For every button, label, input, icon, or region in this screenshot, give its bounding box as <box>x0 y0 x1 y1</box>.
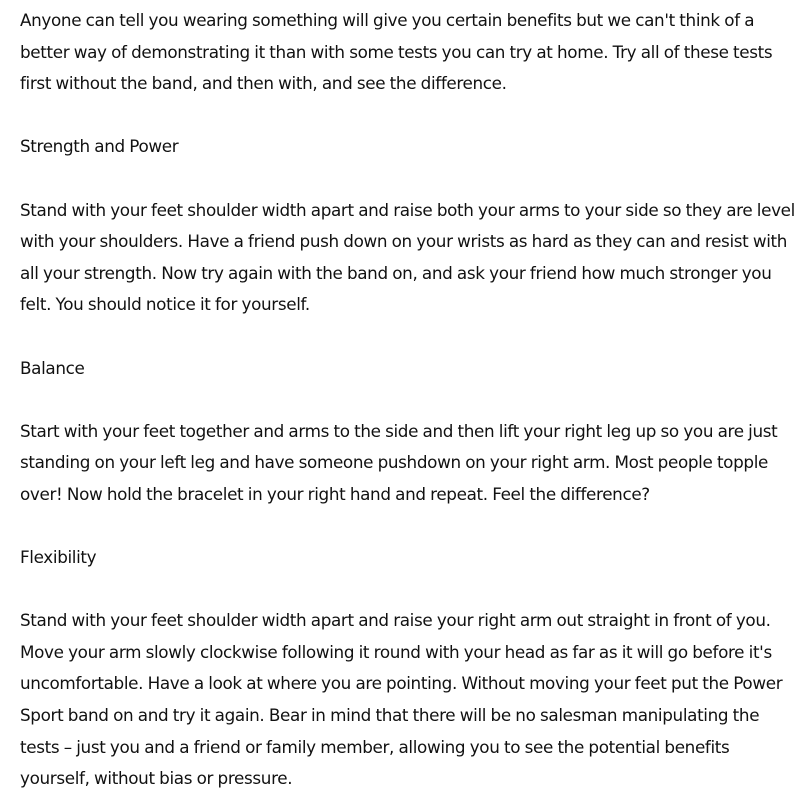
section-body-strength: Stand with your feet shoulder width apart and raise both your arms to your side so they are level with your shoulders. Have a friend push down on your wrists as hard as they can and resist with all your strength. Now try again with the band on, and ask your friend how much stronger you felt. You should notice it for yourself. <box>20 199 795 315</box>
section-body-flexibility: Stand with your feet shoulder width apart and raise your right arm out straight in front of you. Move your arm slowly clockwise following it round with your head as far as it will go before it's uncomfortable. Have a look at where you are pointing. Without moving your feet put the Power Sport band on and try it again. Bear in mind that there will be no salesman manipulating the tests – just you and a friend or family member, allowing you to see the potential benefits yourself, without bias or pressure. <box>20 610 783 789</box>
article-body <box>20 5 795 795</box>
section-heading-balance: Balance <box>20 357 85 378</box>
section-heading-flexibility: Flexibility <box>20 547 97 568</box>
intro-paragraph: Anyone can tell you wearing something will give you certain benefits but we can't think of a better way of demonstrating it than with some tests you can try at home. Try all of these tests first without the band, and then with, and see the difference. <box>20 10 773 94</box>
section-heading-strength: Strength and Power <box>20 136 179 157</box>
section-body-balance: Start with your feet together and arms to the side and then lift your right leg up so you are just standing on your left leg and have someone pushdown on your right arm. Most people topple over! Now hold the bracelet in your right hand and repeat. Feel the difference? <box>20 420 778 504</box>
